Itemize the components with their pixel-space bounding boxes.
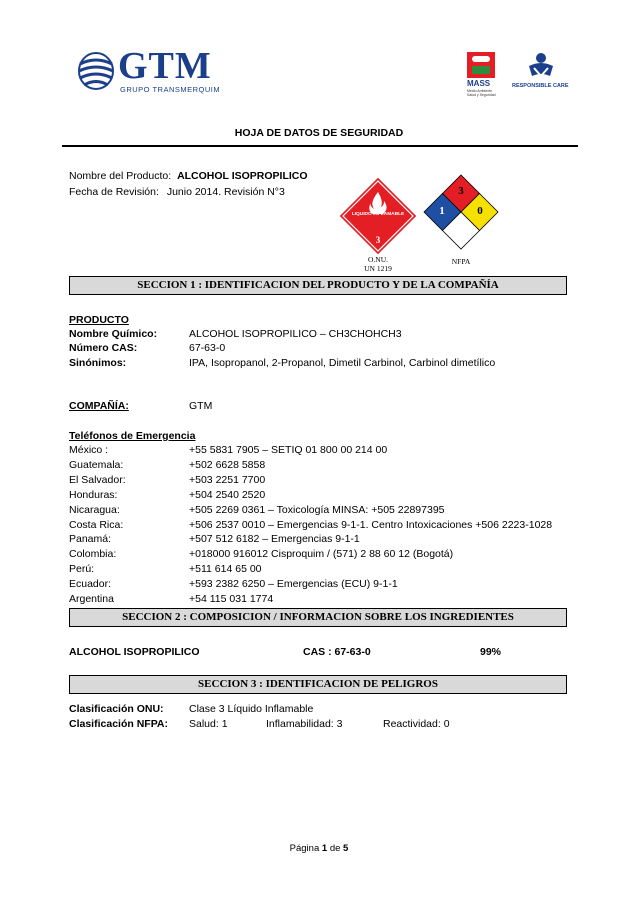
phone-number: +505 2269 0361 – Toxicología MINSA: +505 22897395 — [189, 503, 445, 516]
responsible-care-logo — [512, 50, 572, 100]
phones-heading: Teléfonos de Emergencia — [69, 430, 196, 442]
chem-name-value: ALCOHOL ISOPROPILICO – CH3CHOHCH3 — [189, 328, 402, 340]
company-label: COMPAÑÍA: — [69, 400, 129, 412]
phone-number: +506 2537 0010 – Emergencias 9-1-1. Centro Intoxicaciones +506 2223-1028 — [189, 518, 553, 531]
phone-country: México : — [69, 444, 109, 456]
responsible-care-label: RESPONSIBLE CARE — [512, 83, 569, 89]
gtm-globe-icon — [76, 50, 116, 92]
un-class-number: 3 — [375, 235, 381, 245]
page-title: HOJA DE DATOS DE SEGURIDAD — [234, 127, 404, 139]
footer-of: de — [329, 843, 341, 854]
chem-name-label: Nombre Químico: — [69, 328, 158, 340]
phone-number: +511 614 65 00 — [189, 563, 262, 576]
footer-total: 5 — [343, 843, 349, 854]
product-name-label: Nombre del Producto: — [69, 170, 172, 182]
ingredient-name: ALCOHOL ISOPROPILICO — [69, 646, 200, 658]
phone-number: +55 5831 7905 – SETIQ 01 800 00 214 00 — [189, 444, 388, 456]
gtm-logo-subtitle: GRUPO TRANSMERQUIM — [120, 85, 221, 94]
un-caption-1: O.NU. — [368, 255, 388, 264]
title-divider — [62, 145, 578, 147]
phone-country: Colombia: — [69, 548, 117, 561]
phone-country: Nicaragua: — [69, 503, 120, 516]
phone-number: +018000 916012 Cisproquim / (571) 2 88 60 12 (Bogotá) — [189, 548, 454, 561]
footer-page: 1 — [321, 843, 328, 854]
phone-number: +504 2540 2520 — [189, 488, 266, 501]
ingredient-percent: 99% — [480, 646, 502, 658]
section-1-header: SECCION 1 : IDENTIFICACION DEL PRODUCTO Y DE LA COMPAÑÍA — [69, 276, 567, 295]
ingredient-cas: CAS : 67-63-0 — [303, 646, 371, 658]
page-footer — [0, 842, 638, 856]
un-caption-2: UN 1219 — [364, 264, 392, 273]
producto-heading: PRODUCTO — [69, 314, 129, 326]
nfpa-caption: NFPA — [451, 257, 471, 266]
phone-number: +507 512 6182 – Emergencias 9-1-1 — [189, 533, 360, 546]
mass-label: MASS — [467, 79, 491, 88]
revision-line — [69, 185, 285, 199]
product-name-line — [69, 169, 308, 183]
phone-country: Guatemala: — [69, 458, 124, 471]
nfpa-health-value: 1 — [439, 205, 445, 217]
un-placard — [338, 176, 418, 256]
phone-country: Panamá: — [69, 533, 112, 546]
cas-label: Número CAS: — [69, 342, 138, 354]
mass-logo — [463, 52, 501, 102]
onu-value: Clase 3 Líquido Inflamable — [189, 703, 314, 715]
product-name-value: ALCOHOL ISOPROPILICO — [177, 170, 308, 182]
nfpa-health: Salud: 1 — [189, 718, 228, 730]
synonyms-value: IPA, Isopropanol, 2-Propanol, Dimetil Carbinol, Carbinol dimetílico — [189, 357, 496, 369]
section-2-header: SECCION 2 : COMPOSICION / INFORMACION SOBRE LOS INGREDIENTES — [69, 608, 567, 627]
phone-country: Ecuador: — [69, 578, 112, 591]
un-placard-text: LIQUIDO INFLAMABLE — [351, 212, 405, 217]
onu-label: Clasificación ONU: — [69, 703, 164, 715]
phone-country: Argentina — [69, 593, 114, 605]
un-caption — [352, 255, 404, 273]
phone-number: +593 2382 6250 – Emergencias (ECU) 9-1-1 — [189, 578, 398, 591]
revision-value: Junio 2014. Revisión N°3 — [166, 186, 285, 198]
cas-value: 67-63-0 — [189, 342, 226, 354]
phone-country: Costa Rica: — [69, 518, 124, 531]
nfpa-label: Clasificación NFPA: — [69, 718, 168, 730]
phone-country: Perú: — [69, 563, 95, 576]
phone-number: +54 115 031 1774 — [189, 593, 274, 605]
nfpa-reactivity-value: 0 — [477, 205, 483, 217]
gtm-logo — [76, 45, 221, 96]
mass-subtitle: Medio Ambiente Salud y Seguridad — [467, 89, 496, 97]
synonyms-label: Sinónimos: — [69, 357, 127, 369]
revision-label: Fecha de Revisión: — [69, 186, 159, 198]
nfpa-flammability-value: 3 — [458, 185, 464, 197]
nfpa-diamond — [423, 174, 499, 250]
gtm-logo-text: GTM — [118, 45, 212, 87]
responsible-care-icon — [526, 50, 556, 80]
nfpa-reactivity: Reactividad: 0 — [383, 718, 450, 730]
section-3-header: SECCION 3 : IDENTIFICACION DE PELIGROS — [69, 675, 567, 694]
phone-number: +502 6628 5858 — [189, 458, 266, 471]
phone-country: Honduras: — [69, 488, 118, 501]
phone-country: El Salvador: — [69, 473, 126, 486]
footer-prefix: Página — [289, 843, 320, 854]
nfpa-flammability: Inflamabilidad: 3 — [266, 718, 343, 730]
phone-number: +503 2251 7700 — [189, 473, 266, 486]
company-value: GTM — [189, 400, 213, 412]
mass-emblem-icon — [467, 52, 495, 78]
